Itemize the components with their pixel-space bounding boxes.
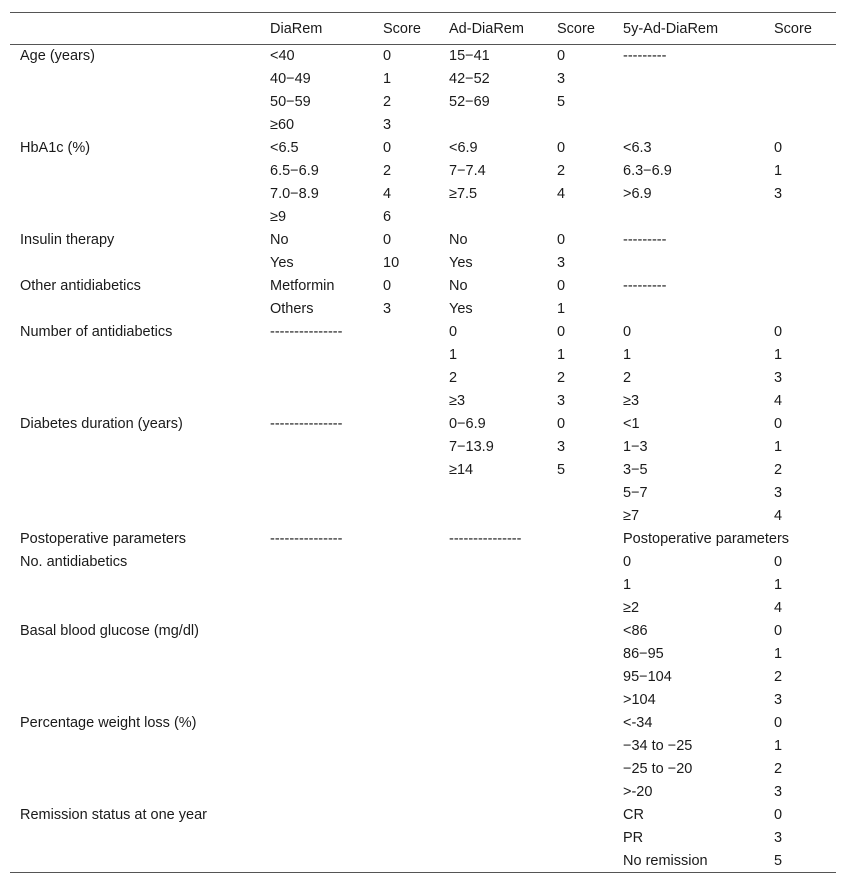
- 5y-score-cell: 3: [774, 784, 783, 800]
- diarem-score-cell: 1: [383, 71, 392, 87]
- 5y-range-cell: ≥2: [623, 600, 640, 616]
- ad-diarem-range-cell: 0: [449, 324, 458, 340]
- parameter-cell: [10, 252, 260, 275]
- 5y-score-cell: 4: [774, 508, 783, 524]
- table-row: [10, 229, 836, 252]
- 5y-score-cell: 5: [764, 850, 836, 873]
- ad-diarem-range-cell: [439, 666, 547, 689]
- 5y-score-cell: [764, 275, 836, 298]
- 5y-score-cell: 0: [774, 324, 783, 340]
- ad-diarem-score-cell: [547, 781, 613, 804]
- ad-diarem-range-cell: ≥3: [449, 393, 466, 409]
- parameter-cell: Number of antidiabetics: [20, 324, 173, 340]
- parameter-cell: [10, 735, 260, 758]
- ad-diarem-range-cell: 2: [449, 370, 458, 386]
- 5y-score-cell: 0: [774, 416, 783, 432]
- parameter-cell: [10, 781, 260, 804]
- ad-diarem-score-cell: 3: [557, 439, 566, 455]
- ad-diarem-score-cell: 0: [557, 278, 566, 294]
- diarem-score-cell: 0: [383, 140, 392, 156]
- diarem-range-cell: [260, 666, 373, 689]
- diarem-range-cell: [260, 850, 373, 873]
- diarem-range-cell: ---------------: [270, 531, 343, 547]
- table-row: [10, 367, 836, 390]
- 5y-score-cell: [764, 68, 836, 91]
- diarem-range-cell: 6.5−6.9: [270, 163, 319, 179]
- table-row: [10, 781, 836, 804]
- parameter-cell: Other antidiabetics: [20, 278, 141, 294]
- table-row: [10, 482, 836, 505]
- ad-diarem-range-cell: Yes: [449, 255, 473, 271]
- table-row: [10, 321, 836, 344]
- ad-diarem-score-cell: [547, 689, 613, 712]
- table-row: [10, 137, 836, 160]
- table-row: [10, 597, 836, 620]
- table-row: [10, 298, 836, 321]
- table-row: [10, 528, 836, 551]
- 5y-range-cell: ≥7: [623, 508, 640, 524]
- table-header: [10, 13, 836, 45]
- 5y-score-cell: 1: [774, 738, 783, 754]
- ad-diarem-range-cell: 0−6.9: [449, 416, 486, 432]
- ad-diarem-range-cell: [439, 620, 547, 643]
- ad-diarem-score-cell: [547, 827, 613, 850]
- diarem-range-cell: [260, 574, 373, 597]
- diarem-score-cell: [373, 459, 439, 482]
- ad-diarem-score-cell: [547, 620, 613, 643]
- diarem-score-cell: [373, 712, 439, 735]
- remission-score-table: [10, 12, 836, 873]
- table-row: [10, 160, 836, 183]
- ad-diarem-range-cell: No: [449, 278, 468, 294]
- ad-diarem-range-cell: 42−52: [449, 71, 490, 87]
- parameter-cell: Insulin therapy: [20, 232, 115, 248]
- 5y-range-cell: >-20: [623, 784, 653, 800]
- ad-diarem-score-cell: 0: [557, 48, 566, 65]
- diarem-range-cell: <6.5: [270, 140, 299, 156]
- ad-diarem-range-cell: [439, 551, 547, 574]
- table-row: [10, 804, 836, 827]
- parameter-cell: Remission status at one year: [20, 807, 207, 823]
- header-parameter: [10, 13, 260, 45]
- diarem-range-cell: [260, 344, 373, 367]
- table-row: [10, 620, 836, 643]
- parameter-cell: [10, 206, 260, 229]
- 5y-range-cell: 6.3−6.9: [623, 163, 672, 179]
- ad-diarem-score-cell: [547, 574, 613, 597]
- ad-diarem-range-cell: [439, 689, 547, 712]
- diarem-range-cell: [260, 620, 373, 643]
- 5y-range-cell: ---------: [623, 232, 667, 248]
- ad-diarem-range-cell: [439, 597, 547, 620]
- parameter-cell: [10, 298, 260, 321]
- ad-diarem-score-cell: 5: [557, 462, 566, 478]
- table-row: [10, 206, 836, 229]
- ad-diarem-range-cell: No: [449, 232, 468, 248]
- header-5y-ad-diarem: 5y-Ad-DiaRem: [613, 13, 764, 45]
- diarem-range-cell: [260, 390, 373, 413]
- ad-diarem-score-cell: 3: [557, 393, 566, 409]
- 5y-range-cell: ---------: [623, 48, 667, 65]
- diarem-score-cell: 0: [383, 48, 392, 65]
- ad-diarem-range-cell: 1: [449, 347, 458, 363]
- diarem-range-cell: [260, 827, 373, 850]
- diarem-score-cell: [373, 850, 439, 873]
- 5y-score-cell: 2: [774, 669, 783, 685]
- ad-diarem-score-cell: 2: [557, 370, 566, 386]
- parameter-cell: HbA1c (%): [20, 140, 91, 156]
- table-row: [10, 68, 836, 91]
- 5y-range-cell: [613, 252, 764, 275]
- ad-diarem-range-cell: 7−7.4: [449, 163, 486, 179]
- diarem-score-cell: 3: [383, 301, 392, 317]
- 5y-range-cell: >6.9: [623, 186, 652, 202]
- parameter-cell: [10, 758, 260, 781]
- parameter-cell: [10, 459, 260, 482]
- parameter-cell: [10, 68, 260, 91]
- table-row: [10, 505, 836, 528]
- 5y-range-cell: <1: [623, 416, 640, 432]
- table-row: [10, 344, 836, 367]
- parameter-cell: [10, 482, 260, 505]
- diarem-range-cell: 7.0−8.9: [270, 186, 319, 202]
- parameter-cell: [10, 827, 260, 850]
- 5y-score-cell: 1: [774, 347, 783, 363]
- ad-diarem-range-cell: <6.9: [449, 140, 478, 156]
- ad-diarem-range-cell: [439, 482, 547, 505]
- table-row: [10, 666, 836, 689]
- ad-diarem-range-cell: [439, 804, 547, 827]
- header-ad-diarem-score: Score: [547, 13, 613, 45]
- diarem-range-cell: [260, 735, 373, 758]
- diarem-score-cell: 2: [383, 94, 392, 110]
- ad-diarem-range-cell: [439, 850, 547, 873]
- diarem-range-cell: [260, 758, 373, 781]
- diarem-score-cell: 0: [383, 278, 392, 294]
- diarem-score-cell: [373, 781, 439, 804]
- 5y-range-cell: −25 to −20: [623, 761, 693, 777]
- diarem-score-cell: [373, 390, 439, 413]
- table-row: [10, 436, 836, 459]
- ad-diarem-score-cell: 0: [557, 232, 566, 248]
- header-diarem: DiaRem: [260, 13, 373, 45]
- table-row: [10, 91, 836, 114]
- 5y-score-cell: 4: [774, 393, 783, 409]
- 5y-score-cell: [764, 206, 836, 229]
- 5y-range-cell: 3−5: [623, 462, 648, 478]
- diarem-range-cell: [260, 551, 373, 574]
- parameter-cell: [10, 850, 260, 873]
- ad-diarem-range-cell: ≥7.5: [449, 186, 478, 202]
- 5y-score-cell: 0: [774, 715, 783, 731]
- 5y-range-cell: ---------: [623, 278, 667, 294]
- diarem-score-cell: [373, 551, 439, 574]
- parameter-cell: Age (years): [20, 48, 95, 65]
- diarem-score-cell: [373, 689, 439, 712]
- diarem-score-cell: [373, 827, 439, 850]
- table-row: [10, 413, 836, 436]
- diarem-score-cell: [373, 528, 439, 551]
- parameter-cell: Percentage weight loss (%): [20, 715, 197, 731]
- diarem-range-cell: Yes: [270, 255, 294, 271]
- parameter-cell: [10, 505, 260, 528]
- 5y-score-cell: 1: [774, 646, 783, 662]
- ad-diarem-range-cell: [439, 114, 547, 137]
- 5y-range-cell: No remission: [613, 850, 764, 873]
- diarem-range-cell: 50−59: [270, 94, 311, 110]
- ad-diarem-score-cell: [547, 528, 613, 551]
- parameter-cell: [10, 689, 260, 712]
- diarem-range-cell: ---------------: [270, 416, 343, 432]
- ad-diarem-score-cell: [547, 551, 613, 574]
- ad-diarem-range-cell: 15−41: [449, 48, 490, 65]
- parameter-cell: [10, 390, 260, 413]
- diarem-score-cell: [373, 413, 439, 436]
- diarem-range-cell: [260, 689, 373, 712]
- 5y-score-cell: 0: [774, 140, 783, 156]
- ad-diarem-score-cell: [547, 482, 613, 505]
- 5y-range-cell: 1: [623, 347, 632, 363]
- header-diarem-score: Score: [373, 13, 439, 45]
- ad-diarem-score-cell: [547, 758, 613, 781]
- 5y-score-cell: 0: [774, 554, 783, 570]
- table-row: [10, 183, 836, 206]
- diarem-range-cell: [260, 505, 373, 528]
- 5y-range-cell: <-34: [623, 715, 653, 731]
- table-body: [10, 45, 836, 873]
- header-row: [10, 13, 836, 45]
- ad-diarem-score-cell: [547, 735, 613, 758]
- diarem-score-cell: [373, 574, 439, 597]
- table-row: [10, 712, 836, 735]
- 5y-range-cell: −34 to −25: [623, 738, 693, 754]
- table-row: [10, 735, 836, 758]
- diarem-score-cell: [373, 666, 439, 689]
- 5y-range-cell: Postoperative parameters: [623, 531, 790, 547]
- ad-diarem-range-cell: [439, 758, 547, 781]
- diarem-score-cell: 2: [383, 163, 392, 179]
- ad-diarem-score-cell: 2: [557, 163, 566, 179]
- diarem-range-cell: [260, 367, 373, 390]
- parameter-cell: [10, 436, 260, 459]
- diarem-score-cell: [373, 505, 439, 528]
- 5y-score-cell: 3: [774, 370, 783, 386]
- table-row: [10, 252, 836, 275]
- 5y-range-cell: CR: [623, 807, 644, 823]
- ad-diarem-score-cell: [547, 597, 613, 620]
- 5y-range-cell: [613, 298, 764, 321]
- parameter-cell: [10, 666, 260, 689]
- 5y-score-cell: [764, 45, 836, 68]
- ad-diarem-range-cell: ---------------: [449, 531, 522, 547]
- table-row: [10, 551, 836, 574]
- diarem-score-cell: [373, 735, 439, 758]
- 5y-range-cell: >104: [623, 692, 656, 708]
- ad-diarem-range-cell: Yes: [449, 301, 473, 317]
- diarem-score-cell: [373, 321, 439, 344]
- 5y-score-cell: 1: [774, 439, 783, 455]
- 5y-range-cell: PR: [623, 830, 644, 846]
- diarem-range-cell: No: [270, 232, 289, 248]
- parameter-cell: [10, 114, 260, 137]
- ad-diarem-score-cell: [547, 206, 613, 229]
- diarem-range-cell: Metformin: [270, 278, 335, 294]
- ad-diarem-range-cell: [439, 643, 547, 666]
- score-table-container: [10, 12, 836, 873]
- diarem-range-cell: ≥9: [270, 209, 287, 225]
- diarem-range-cell: 40−49: [270, 71, 311, 87]
- 5y-range-cell: [613, 91, 764, 114]
- ad-diarem-score-cell: 3: [557, 71, 566, 87]
- table-row: [10, 459, 836, 482]
- diarem-score-cell: [373, 436, 439, 459]
- table-row: [10, 574, 836, 597]
- parameter-cell: Postoperative parameters: [20, 531, 187, 547]
- diarem-range-cell: Others: [270, 301, 314, 317]
- ad-diarem-score-cell: [547, 850, 613, 873]
- diarem-range-cell: [260, 482, 373, 505]
- table-row: [10, 114, 836, 137]
- 5y-range-cell: 5−7: [623, 485, 648, 501]
- parameter-cell: [10, 344, 260, 367]
- 5y-range-cell: 95−104: [623, 669, 672, 685]
- ad-diarem-score-cell: 1: [557, 347, 566, 363]
- 5y-score-cell: [764, 114, 836, 137]
- ad-diarem-score-cell: [547, 804, 613, 827]
- 5y-score-cell: 2: [774, 761, 783, 777]
- diarem-score-cell: [373, 344, 439, 367]
- diarem-score-cell: [373, 620, 439, 643]
- 5y-range-cell: 2: [623, 370, 632, 386]
- parameter-cell: [10, 597, 260, 620]
- 5y-range-cell: 0: [623, 554, 632, 570]
- parameter-cell: [10, 574, 260, 597]
- 5y-score-cell: 3: [774, 830, 783, 846]
- 5y-range-cell: [613, 68, 764, 91]
- 5y-score-cell: 3: [774, 692, 783, 708]
- diarem-score-cell: [373, 758, 439, 781]
- ad-diarem-score-cell: 0: [557, 324, 566, 340]
- 5y-score-cell: [764, 91, 836, 114]
- 5y-range-cell: <86: [623, 623, 648, 639]
- parameter-cell: [10, 643, 260, 666]
- table-row: [10, 643, 836, 666]
- diarem-range-cell: [260, 781, 373, 804]
- 5y-score-cell: [764, 298, 836, 321]
- ad-diarem-score-cell: 5: [557, 94, 566, 110]
- 5y-range-cell: <6.3: [623, 140, 652, 156]
- table-row: [10, 827, 836, 850]
- ad-diarem-score-cell: [547, 712, 613, 735]
- 5y-score-cell: 0: [774, 807, 783, 823]
- header-ad-diarem: Ad-DiaRem: [439, 13, 547, 45]
- diarem-score-cell: [373, 597, 439, 620]
- diarem-score-cell: [373, 643, 439, 666]
- ad-diarem-score-cell: 4: [557, 186, 566, 202]
- diarem-range-cell: [260, 436, 373, 459]
- parameter-cell: Diabetes duration (years): [20, 416, 183, 432]
- 5y-score-cell: [764, 252, 836, 275]
- parameter-cell: [10, 367, 260, 390]
- 5y-score-cell: 3: [774, 485, 783, 501]
- diarem-range-cell: <40: [270, 48, 295, 65]
- ad-diarem-score-cell: [547, 505, 613, 528]
- 5y-score-cell: 1: [774, 163, 783, 179]
- table-row: [10, 275, 836, 298]
- 5y-range-cell: 1: [623, 577, 632, 593]
- table-row: [10, 45, 836, 68]
- ad-diarem-score-cell: 0: [557, 140, 566, 156]
- ad-diarem-range-cell: [439, 827, 547, 850]
- table-row: [10, 689, 836, 712]
- diarem-range-cell: [260, 643, 373, 666]
- 5y-score-cell: 2: [774, 462, 783, 478]
- 5y-score-cell: 4: [774, 600, 783, 616]
- header-5y-ad-diarem-score: Score: [764, 13, 836, 45]
- ad-diarem-score-cell: [547, 643, 613, 666]
- ad-diarem-range-cell: [439, 574, 547, 597]
- ad-diarem-range-cell: [439, 505, 547, 528]
- ad-diarem-range-cell: [439, 735, 547, 758]
- diarem-score-cell: [373, 804, 439, 827]
- parameter-cell: [10, 183, 260, 206]
- 5y-range-cell: 0: [623, 324, 632, 340]
- table-row: [10, 758, 836, 781]
- ad-diarem-range-cell: [439, 712, 547, 735]
- diarem-range-cell: [260, 804, 373, 827]
- diarem-score-cell: 3: [383, 117, 392, 133]
- parameter-cell: Basal blood glucose (mg/dl): [20, 623, 199, 639]
- ad-diarem-score-cell: [547, 666, 613, 689]
- 5y-range-cell: ≥3: [623, 393, 640, 409]
- ad-diarem-score-cell: 1: [557, 301, 566, 317]
- diarem-range-cell: [260, 597, 373, 620]
- 5y-range-cell: [613, 114, 764, 137]
- diarem-range-cell: ≥60: [270, 117, 295, 133]
- ad-diarem-range-cell: ≥14: [449, 462, 474, 478]
- diarem-range-cell: ---------------: [270, 324, 343, 340]
- diarem-score-cell: 6: [383, 209, 392, 225]
- parameter-cell: No. antidiabetics: [20, 554, 128, 570]
- diarem-score-cell: 4: [383, 186, 392, 202]
- table-row: [10, 850, 836, 873]
- diarem-range-cell: [260, 712, 373, 735]
- parameter-cell: [10, 160, 260, 183]
- diarem-score-cell: 0: [383, 232, 392, 248]
- ad-diarem-score-cell: 3: [557, 255, 566, 271]
- 5y-range-cell: 1−3: [623, 439, 648, 455]
- ad-diarem-range-cell: 7−13.9: [449, 439, 494, 455]
- diarem-score-cell: [373, 482, 439, 505]
- ad-diarem-score-cell: 0: [557, 416, 566, 432]
- ad-diarem-range-cell: [439, 206, 547, 229]
- table-row: [10, 390, 836, 413]
- 5y-score-cell: [764, 229, 836, 252]
- ad-diarem-score-cell: [547, 114, 613, 137]
- parameter-cell: [10, 91, 260, 114]
- ad-diarem-range-cell: 52−69: [449, 94, 490, 110]
- 5y-score-cell: 1: [774, 577, 783, 593]
- diarem-range-cell: [260, 459, 373, 482]
- 5y-range-cell: 86−95: [623, 646, 664, 662]
- 5y-score-cell: 0: [774, 623, 783, 639]
- ad-diarem-range-cell: [439, 781, 547, 804]
- diarem-score-cell: [373, 367, 439, 390]
- 5y-range-cell: [613, 206, 764, 229]
- diarem-score-cell: 10: [383, 255, 400, 271]
- 5y-score-cell: 3: [774, 186, 783, 202]
